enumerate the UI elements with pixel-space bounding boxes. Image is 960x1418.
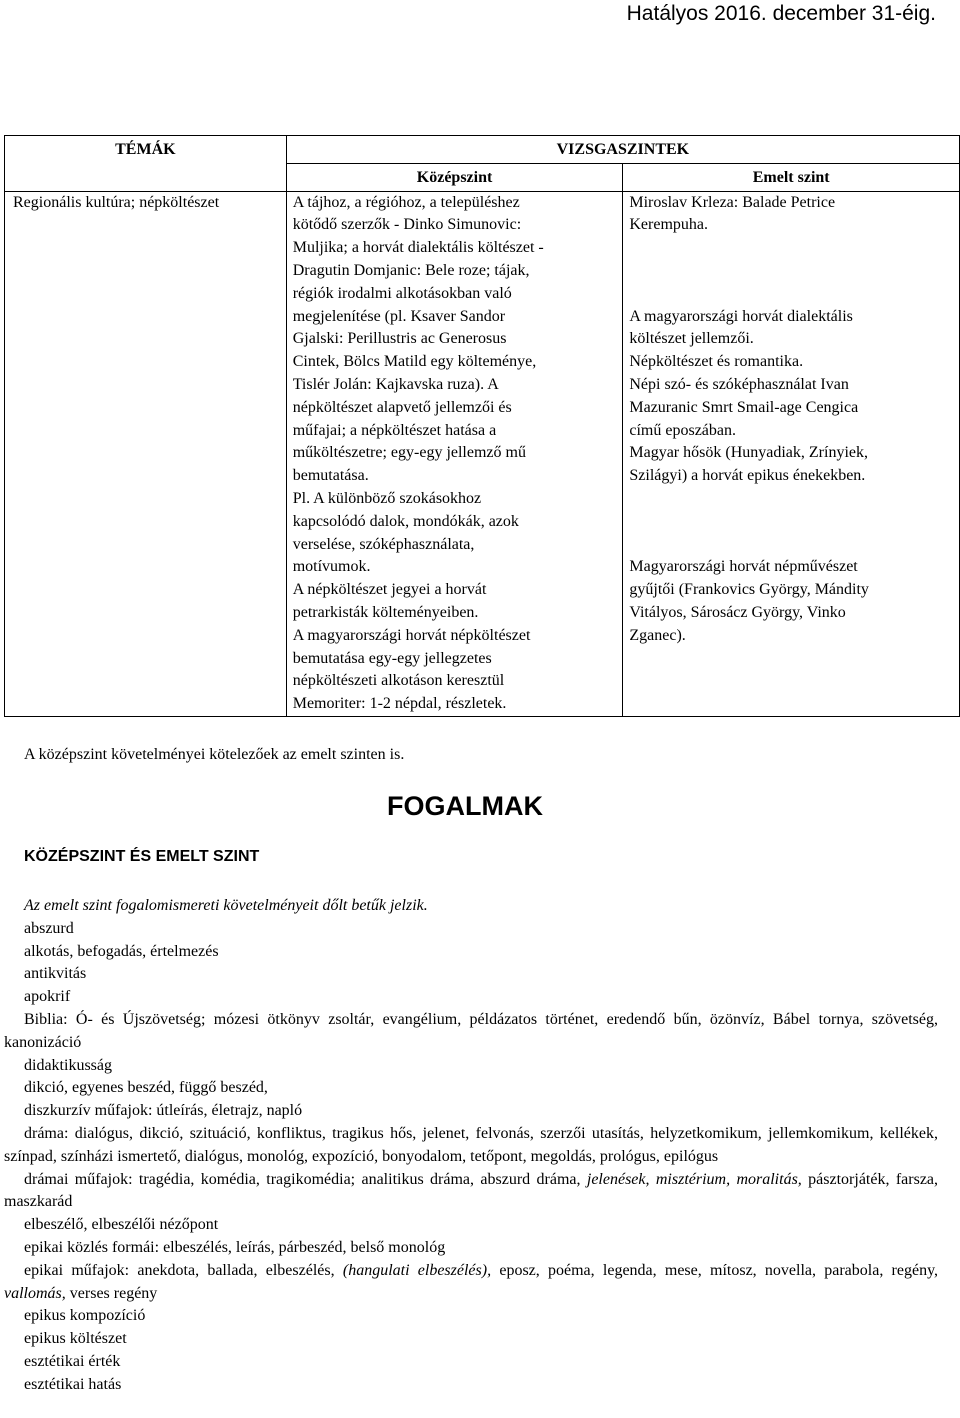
cell-line: népköltészeti alkotáson keresztül bbox=[292, 672, 505, 690]
table-header-row bbox=[5, 136, 960, 164]
cell-line: Tislér Jolán: Kajkavska ruza). A bbox=[292, 375, 499, 393]
concept-item-epic-genres bbox=[4, 1260, 938, 1306]
effective-date-header: Hatályos 2016. december 31-éig. bbox=[626, 2, 936, 25]
concept-item-drama-genres bbox=[4, 1169, 938, 1215]
concept-text-advanced: (hangulati elbeszélés), bbox=[342, 1261, 492, 1279]
concept-item: epikai közlés formái: elbeszélés, leírás, párbeszéd, belső monológ bbox=[24, 1238, 446, 1256]
advanced-level-header: Emelt szint bbox=[623, 163, 960, 191]
concept-item: esztétikai érték bbox=[24, 1352, 121, 1370]
concept-text: drámai műfajok: tragédia, komédia, tragikomédia; analitikus dráma, abszurd dráma, bbox=[24, 1170, 581, 1188]
cell-line: Miroslav Krleza: Balade Petrice bbox=[629, 193, 836, 211]
table-row bbox=[5, 191, 960, 716]
cell-line: Zganec). bbox=[629, 626, 686, 644]
topics-column-header: TÉMÁK bbox=[5, 136, 287, 192]
concepts-list bbox=[4, 895, 938, 1397]
cell-line: kötődő szerzők - Dinko Simunovic: bbox=[292, 216, 522, 234]
cell-line: Népi szó- és szóképhasználat Ivan bbox=[629, 375, 849, 393]
cell-line: megjelenítése (pl. Ksaver Sandor bbox=[292, 307, 506, 325]
cell-line: Gjalski: Perillustris ac Generosus bbox=[292, 330, 507, 348]
topic-cell: Regionális kultúra; népköltészet bbox=[5, 191, 287, 716]
cell-line: Muljika; a horvát dialektális költészet - bbox=[292, 239, 544, 257]
concept-item: antikvitás bbox=[24, 965, 87, 983]
cell-line: bemutatása. bbox=[292, 467, 369, 485]
exam-levels-header: VIZSGASZINTEK bbox=[286, 136, 959, 164]
concept-text: eposz, poéma, legenda, mese, mítosz, novella, parabola, regény, bbox=[499, 1261, 939, 1279]
concept-item: esztétikai hatás bbox=[24, 1375, 122, 1393]
cell-line: Népköltészet és romantika. bbox=[629, 353, 804, 371]
cell-line: Memoriter: 1-2 népdal, részletek. bbox=[292, 695, 507, 713]
concepts-title: FOGALMAK bbox=[387, 791, 543, 821]
cell-line: című eposzában. bbox=[629, 421, 736, 439]
cell-line: A tájhoz, a régióhoz, a településhez bbox=[292, 193, 520, 211]
exam-topics-table bbox=[4, 135, 960, 717]
cell-line: Mazuranic Smrt Smail-age Cengica bbox=[629, 398, 859, 416]
cell-line: népköltészet alapvető jellemzői és bbox=[292, 398, 512, 416]
cell-line: költészet jellemzői. bbox=[629, 330, 754, 348]
concept-item: Biblia: Ó- és Újszövetség; mózesi ötkönyv zsoltár, evangélium, példázatos történet, eredendő bűn, özönvíz, Bábel tornya, szövetség, kanonizáció bbox=[4, 1010, 938, 1051]
cell-line: műköltészetre; egy-egy jellemző mű bbox=[292, 444, 526, 462]
cell-line: A népköltészet jegyei a horvát bbox=[292, 581, 487, 599]
cell-line: műfajai; a népköltészet hatása a bbox=[292, 421, 497, 439]
cell-line: verselése, szóképhasználata, bbox=[292, 535, 475, 553]
advanced-level-cell bbox=[623, 191, 960, 716]
concept-text: verses regény bbox=[69, 1284, 158, 1302]
levels-heading: KÖZÉPSZINT ÉS EMELT SZINT bbox=[24, 848, 260, 865]
cell-line: Dragutin Domjanic: Bele roze; tájak, bbox=[292, 261, 530, 279]
concept-item: alkotás, befogadás, értelmezés bbox=[24, 942, 219, 960]
concept-item: diszkurzív műfajok: útleírás, életrajz, napló bbox=[24, 1102, 303, 1120]
cell-line: Kerempuha. bbox=[629, 216, 709, 234]
mid-level-header: Középszint bbox=[286, 163, 623, 191]
cell-line: petrarkisták költeményeiben. bbox=[292, 603, 479, 621]
cell-line: Vitályos, Sárosácz György, Vinko bbox=[629, 603, 846, 621]
concept-item: epikus kompozíció bbox=[24, 1307, 146, 1325]
concept-item: abszurd bbox=[24, 919, 74, 937]
cell-line: bemutatása egy-egy jellegzetes bbox=[292, 649, 492, 667]
cell-line: Szilágyi) a horvát epikus énekekben. bbox=[629, 467, 866, 485]
concept-item: dráma: dialógus, dikció, szituáció, konfliktus, tragikus hős, jelenet, felvonás, szerzői utasítás, helyzetkomikum, jellemkomikum, kellékek, színpad, színházi ismertető, dialógus, monológ, expozíció, bonyodalom, tetőpont, megoldás, prológus, epilógus bbox=[4, 1124, 938, 1165]
cell-line: Pl. A különböző szokásokhoz bbox=[292, 489, 482, 507]
concept-text-advanced: jelenések, misztérium, moralitás, bbox=[586, 1170, 802, 1188]
concept-text: epikai műfajok: anekdota, ballada, elbeszélés, bbox=[24, 1261, 335, 1279]
concept-text-advanced: vallomás, bbox=[4, 1284, 66, 1302]
cell-line: kapcsolódó dalok, mondókák, azok bbox=[292, 512, 519, 530]
cell-line: Magyar hősök (Hunyadiak, Zrínyiek, bbox=[629, 444, 868, 462]
concept-item: epikus költészet bbox=[24, 1330, 127, 1348]
concept-item: elbeszélő, elbeszélői nézőpont bbox=[24, 1216, 219, 1234]
concept-item: apokrif bbox=[24, 988, 71, 1006]
italic-note: Az emelt szint fogalomismereti követelményeit dőlt betűk jelzik. bbox=[24, 897, 428, 914]
cell-line: régiók irodalmi alkotásokban való bbox=[292, 284, 512, 302]
mid-level-cell bbox=[286, 191, 623, 716]
cell-line: A magyarországi horvát népköltészet bbox=[292, 626, 531, 644]
cell-line: Cintek, Bölcs Matild egy költeménye, bbox=[292, 353, 537, 371]
footnote: A középszint követelményei kötelezőek az emelt szinten is. bbox=[24, 746, 405, 763]
cell-line: Magyarországi horvát népművészet bbox=[629, 558, 858, 576]
concept-text: pásztorjáték, farsza, maszkarád bbox=[4, 1170, 939, 1211]
concept-item: didaktikusság bbox=[24, 1056, 112, 1074]
cell-line: motívumok. bbox=[292, 558, 371, 576]
cell-line: gyűjtői (Frankovics György, Mándity bbox=[629, 581, 869, 599]
cell-line: A magyarországi horvát dialektális bbox=[629, 307, 853, 325]
concept-item: dikció, egyenes beszéd, függő beszéd, bbox=[24, 1079, 268, 1097]
